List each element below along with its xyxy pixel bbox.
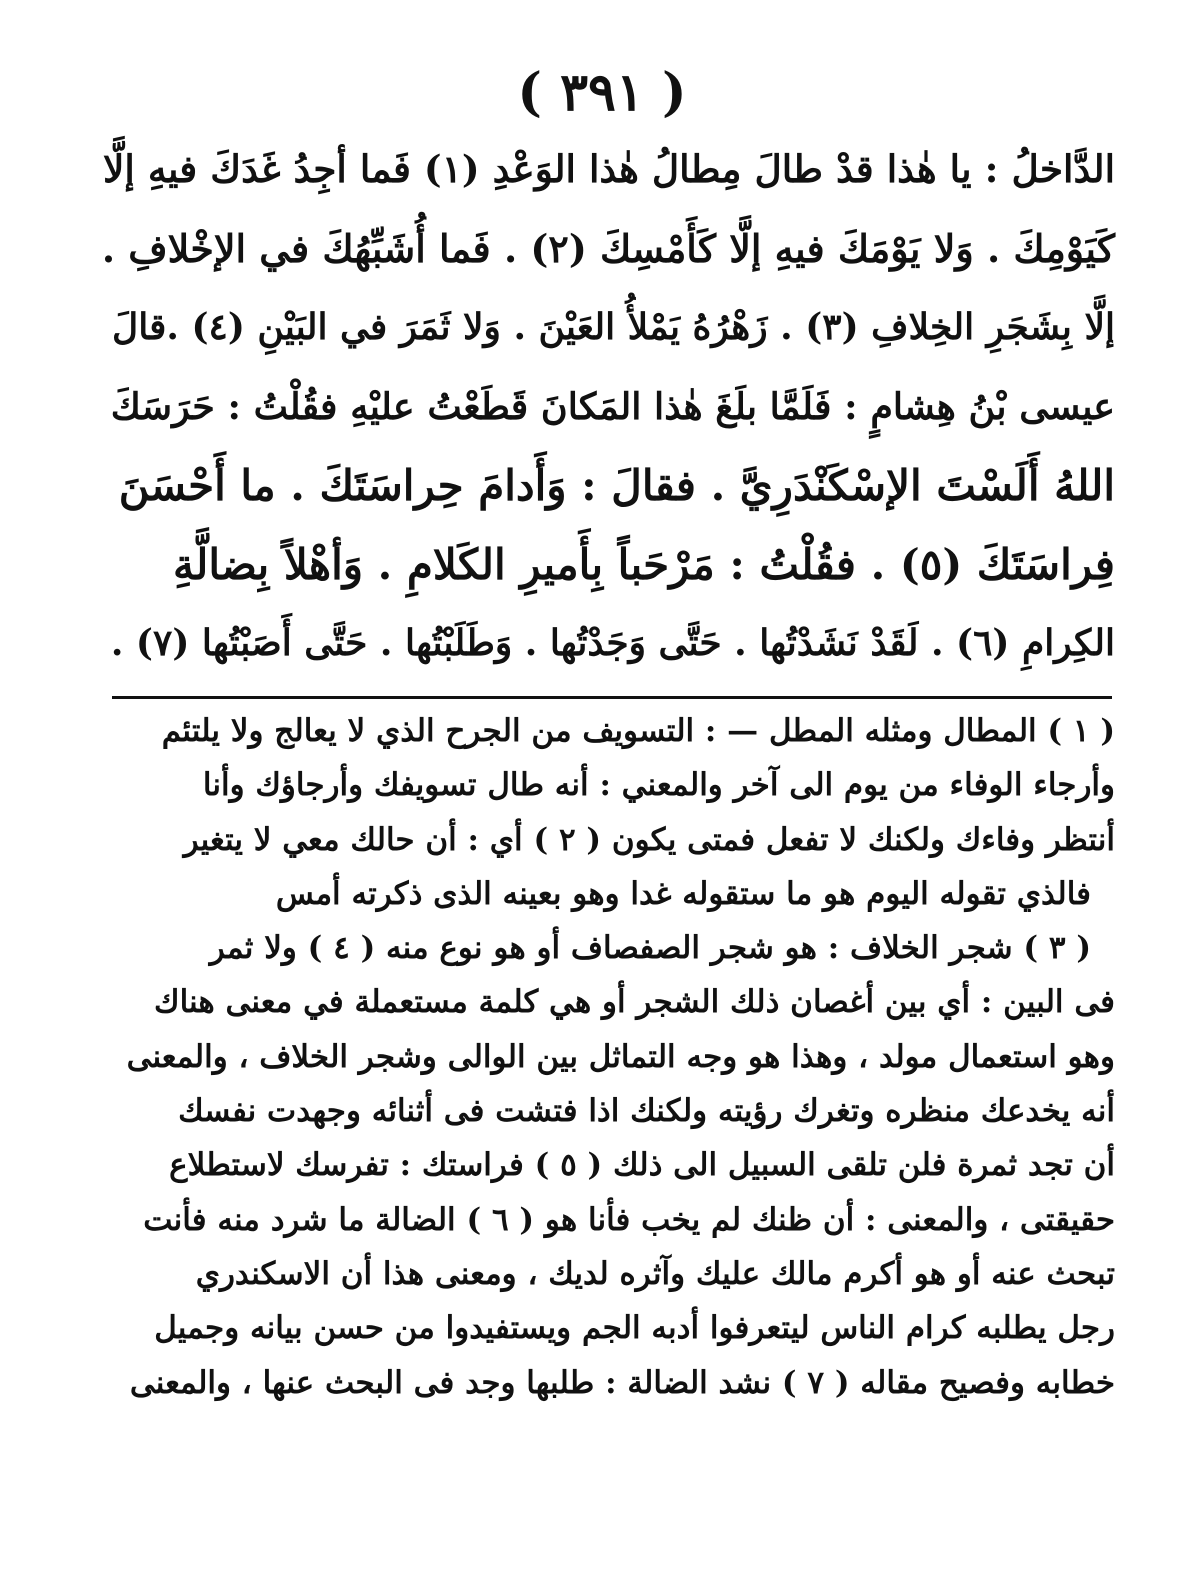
footnotes-block [95,704,1115,1410]
footnote-line: أن تجد ثمرة فلن تلقى السبيل الى ذلك ( ٥ ) فراستك : تفرسك لاستطلاع [169,1147,1115,1184]
footnote-line: فى البين : أي بين أغصان ذلك الشجر أو هي كلمة مستعملة في معنى هناك [154,984,1115,1021]
footnote-divider [112,696,1112,699]
footnote-line: حقيقتى ، والمعنى : أن ظنك لم يخب فأنا هو ( ٦ ) الضالة ما شرد منه فأنت [143,1201,1115,1238]
footnote-line: ( ١ ) المطال ومثله المطل — : التسويف من الجرح الذي لا يعالج ولا يلتئم [161,713,1115,749]
footnote-line: خطابه وفصيح مقاله ( ٧ ) نشد الضالة : طلبها وجد فى البحث عنها ، والمعنى [129,1364,1115,1401]
footnote-line: تبحث عنه أو هو أكرم مالك عليك وآثره لديك ، ومعنى هذا أن الاسكندري [195,1255,1115,1292]
main-text-line: الدَّاخلُ : يا هٰذا قدْ طالَ مِطالُ هٰذا الوَعْدِ (١) فَما أجِدُ غَدَكَ فيهِ إلَّا [102,147,1115,191]
main-text-line: عيسى بْنُ هِشامٍ : فَلَمَّا بلَغَ هٰذا المَكانَ قَطَعْتُ عليْهِ فقُلْتُ : حَرَسَكَ [110,385,1115,428]
main-text-line: إلَّا بِشَجَرِ الخِلافِ (٣) . زَهْرُهُ يَمْلأُ العَيْنَ . وَلا ثَمَرَ في البَيْنِ (٤) .قالَ [112,306,1115,348]
footnote-line: وهو استعمال مولد ، وهذا هو وجه التماثل بين الوالى وشجر الخلاف ، والمعنى [126,1038,1115,1075]
footnote-line: أنتظر وفاءك ولكنك لا تفعل فمتى يكون ( ٢ ) أي : أن حالك معي لا يتغير [183,821,1115,858]
footnote-line: أنه يخدعك منظره وتغرك رؤيته ولكنك اذا فتشت فى أثنائه وجهدت نفسك [178,1093,1115,1130]
footnote-line: وأرجاء الوفاء من يوم الى آخر والمعني : أنه طال تسويفك وأرجاؤك وأنا [202,767,1115,804]
main-text-line: فِراسَتَكَ (٥) . فقُلْتُ : مَرْحَباً بِأَميرِ الكَلامِ . وَأهْلاً بِضالَّةِ [173,540,1115,589]
footnote-line: رجل يطلبه كرام الناس ليتعرفوا أدبه الجم ويستفيدوا من حسن بيانه وجميل [154,1310,1115,1347]
page-number: ( ٣٩١ ) [517,62,687,123]
main-text-block [100,130,1115,683]
footnote-line: ( ٣ ) شجر الخلاف : هو شجر الصفصاف أو هو نوع منه ( ٤ ) ولا ثمر [209,930,1091,967]
main-text-line: كَيَوْمِكَ . وَلا يَوْمَكَ فيهِ إلَّا كَأَمْسِكَ (٢) . فَما أُشَبِّهُكَ في الإخْلافِ . [101,226,1115,271]
footnote-line: فالذي تقوله اليوم هو ما ستقوله غدا وهو بعينه الذى ذكرته أمس [275,875,1091,912]
main-text-line: اللهُ أَلَسْتَ الإسْكَنْدَرِيَّ . فقالَ : وَأَدامَ حِراسَتَكَ . ما أَحْسَنَ [118,461,1115,510]
main-text-line: الكِرامِ (٦) . لَقَدْ نَشَدْتُها . حَتَّى وَجَدْتُها . وَطَلَبْتُها . حَتَّى أَصَبْتُها (٧) . [110,622,1115,664]
